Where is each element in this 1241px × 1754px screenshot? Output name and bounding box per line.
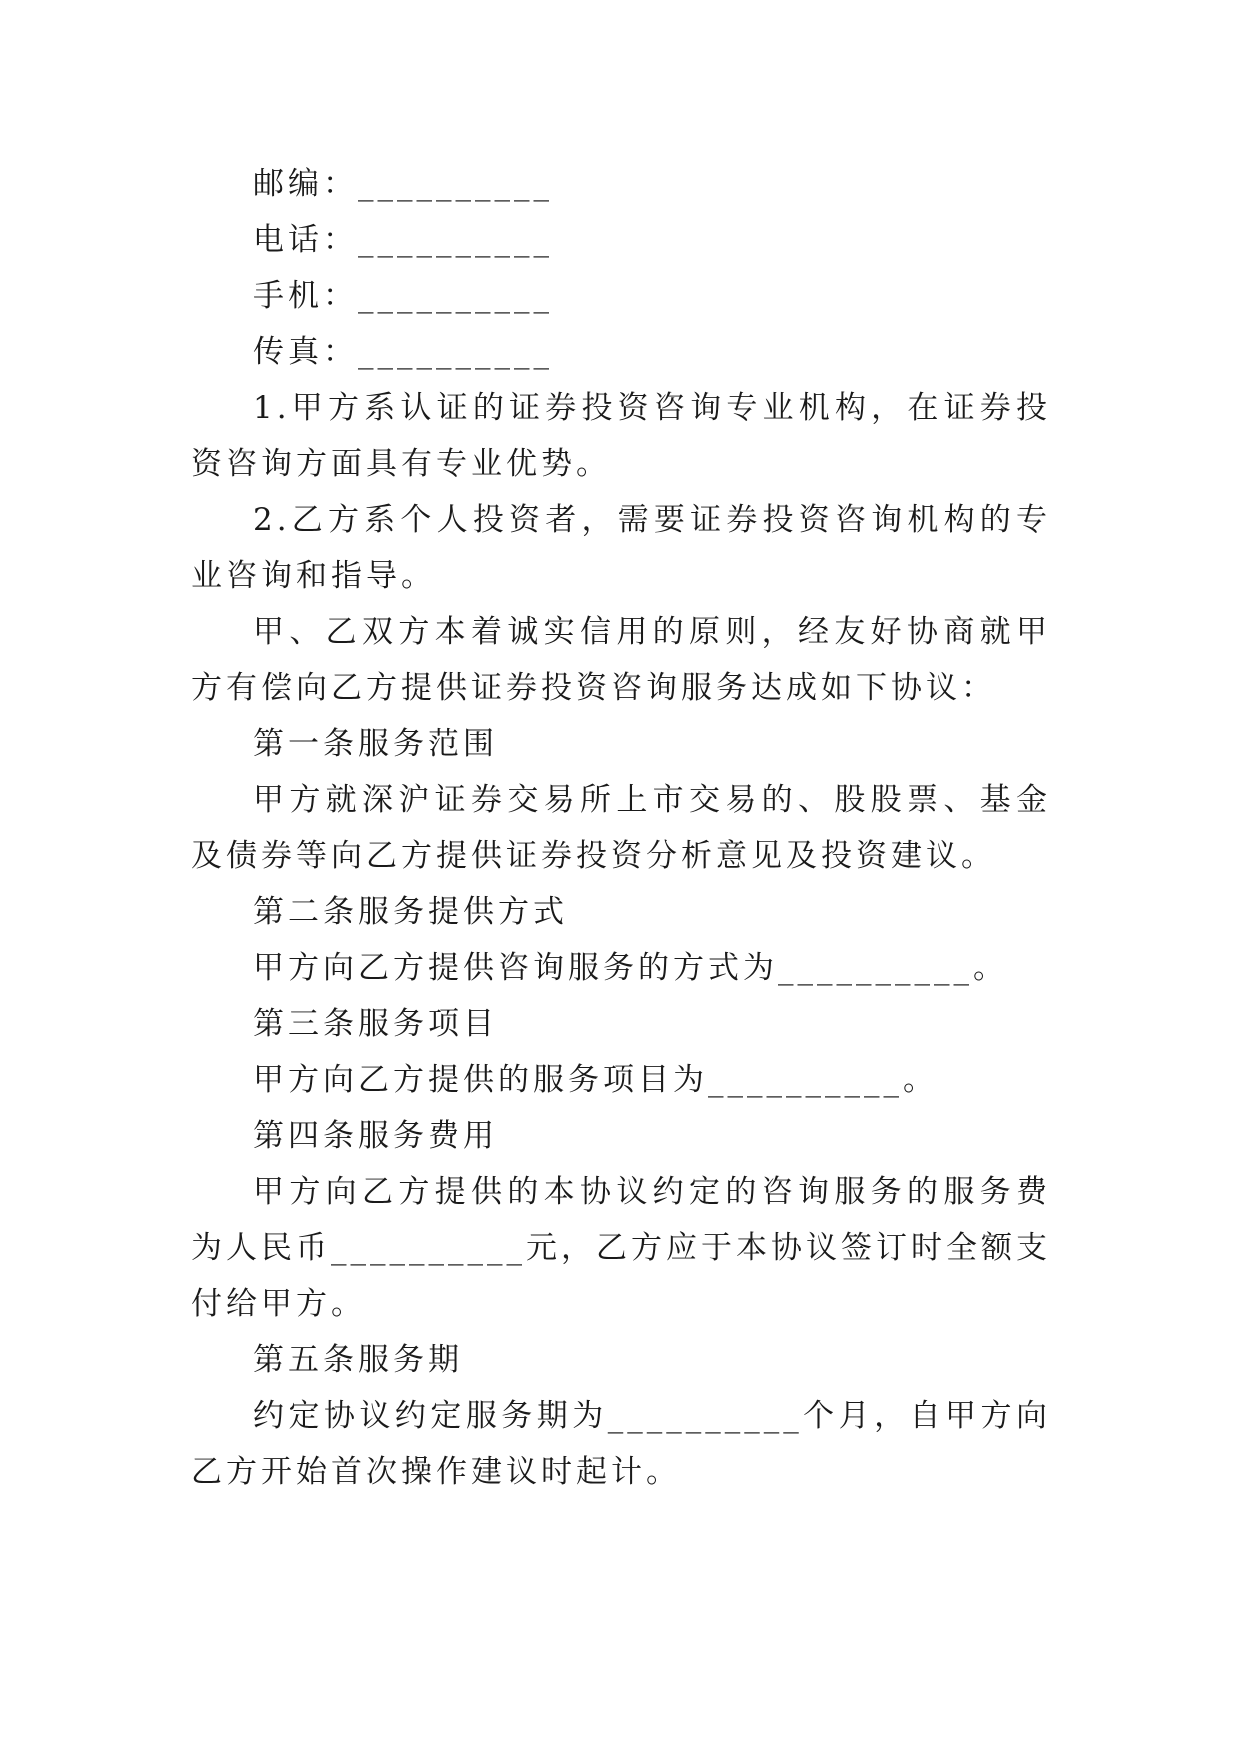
- preamble: 甲、乙双方本着诚实信用的原则，经友好协商就甲方有偿向乙方提供证券投资咨询服务达成如下协议：: [191, 614, 1051, 706]
- mobile-line: 手机：__________: [253, 278, 553, 314]
- article-4-title: 第四条服务费用: [253, 1118, 498, 1154]
- article-5-body: 约定协议约定服务期为__________个月，自甲方向乙方开始首次操作建议时起计。: [191, 1398, 1051, 1490]
- postcode-line: 邮编：__________: [253, 166, 553, 202]
- article-4-body: 甲方向乙方提供的本协议约定的咨询服务的服务费为人民币__________元，乙方应于本协议签订时全额支付给甲方。: [191, 1174, 1051, 1322]
- article-1-title: 第一条服务范围: [253, 726, 498, 762]
- article-5-title: 第五条服务期: [253, 1342, 463, 1378]
- recital-1: 1.甲方系认证的证券投资咨询专业机构，在证券投资咨询方面具有专业优势。: [191, 390, 1051, 482]
- recital-2: 2.乙方系个人投资者，需要证券投资咨询机构的专业咨询和指导。: [191, 502, 1051, 594]
- article-3-body: 甲方向乙方提供的服务项目为__________。: [253, 1062, 938, 1098]
- phone-line: 电话：__________: [253, 222, 553, 258]
- article-2-title: 第二条服务提供方式: [253, 894, 568, 930]
- document-body: [191, 156, 1051, 1500]
- article-3-title: 第三条服务项目: [253, 1006, 498, 1042]
- article-2-body: 甲方向乙方提供咨询服务的方式为__________。: [253, 950, 1008, 986]
- article-1-body: 甲方就深沪证券交易所上市交易的、股股票、基金及债券等向乙方提供证券投资分析意见及投资建议。: [191, 782, 1051, 874]
- fax-line: 传真：__________: [253, 334, 553, 370]
